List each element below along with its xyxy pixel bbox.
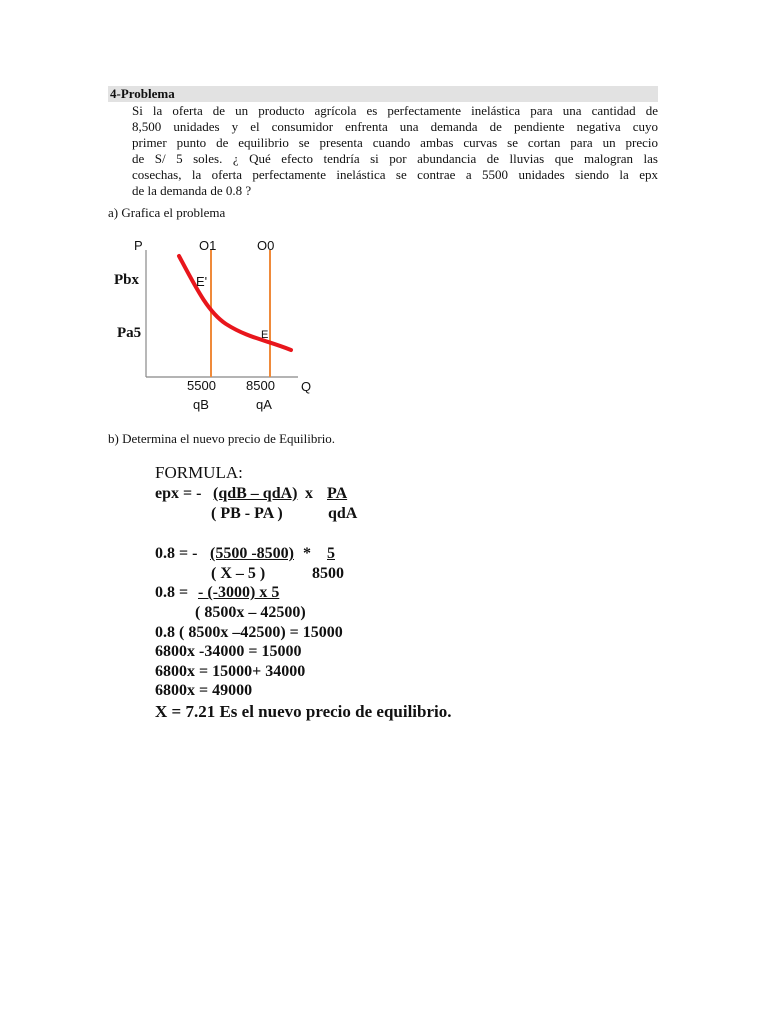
formula-denominator: ( PB - PA ) bbox=[211, 504, 283, 522]
formula-lhs: epx = - bbox=[155, 485, 202, 502]
formula-numerator: (qdB – qdA) bbox=[213, 485, 298, 502]
step1-lhs: 0.8 = - bbox=[155, 545, 198, 563]
problem-heading: 4-Problema bbox=[108, 86, 658, 102]
step3-lhs: 0.8 = bbox=[155, 584, 189, 602]
step5: 0.8 ( 8500x –42500) = 15000 bbox=[155, 623, 343, 641]
solution-work bbox=[155, 463, 635, 722]
formula-pa: PA bbox=[327, 485, 348, 502]
step2-qda: 8500 bbox=[312, 564, 344, 582]
statement-line: cosechas, la oferta perfectamente inelástica se contrae a 5500 unidades siendo la epx bbox=[132, 167, 658, 182]
formula-times: x bbox=[305, 485, 313, 502]
statement-line: de S/ 5 soles. ¿ Qué efecto tendría si por abundancia de lluvias que malogran las bbox=[132, 151, 658, 166]
part-a-label: a) Grafica el problema bbox=[108, 205, 226, 220]
step6: 6800x -34000 = 15000 bbox=[155, 643, 302, 661]
supply-o1-label: O1 bbox=[199, 238, 217, 253]
demand-curve bbox=[179, 256, 291, 350]
formula-qda: qdA bbox=[328, 504, 358, 522]
formula-title: FORMULA: bbox=[155, 463, 243, 482]
axis-q-label: Q bbox=[301, 379, 312, 394]
q-old-name: qA bbox=[256, 397, 272, 412]
statement-line: 8,500 unidades y el consumidor enfrenta una demanda de pendiente negativa cuyo bbox=[132, 119, 658, 134]
step1-numerator: (5500 -8500) bbox=[210, 545, 294, 563]
q-new-value: 5500 bbox=[187, 378, 216, 393]
supply-o0-label: O0 bbox=[257, 238, 275, 253]
step1-price: 5 bbox=[327, 545, 335, 563]
statement-line: de la demanda de 0.8 ? bbox=[132, 183, 252, 198]
q-new-name: qB bbox=[193, 397, 209, 412]
q-old-value: 8500 bbox=[246, 378, 275, 393]
step2-denominator: ( X – 5 ) bbox=[211, 564, 266, 582]
equilibrium-new-label: E' bbox=[196, 274, 208, 289]
supply-demand-graph bbox=[108, 232, 328, 422]
statement-line: primer punto de equilibrio se presenta cuando ambas curvas se cortan para un precio bbox=[132, 135, 658, 150]
step1-times: * bbox=[303, 545, 311, 563]
statement-line: Si la oferta de un producto agrícola es perfectamente inelástica para una cantidad de bbox=[132, 103, 658, 118]
step4-denominator: ( 8500x – 42500) bbox=[195, 603, 306, 621]
part-b-label: b) Determina el nuevo precio de Equilibrio. bbox=[108, 431, 336, 446]
result: X = 7.21 Es el nuevo precio de equilibrio. bbox=[155, 701, 452, 721]
step7: 6800x = 15000+ 34000 bbox=[155, 662, 306, 680]
problem-statement bbox=[132, 103, 658, 199]
step3-numerator: - (-3000) x 5 bbox=[198, 584, 280, 602]
price-b-label: Pbx bbox=[114, 272, 140, 288]
equilibrium-old-label: E bbox=[261, 329, 269, 341]
step8: 6800x = 49000 bbox=[155, 682, 253, 700]
price-a-label: Pa5 bbox=[117, 325, 142, 341]
axis-p-label: P bbox=[134, 238, 143, 253]
